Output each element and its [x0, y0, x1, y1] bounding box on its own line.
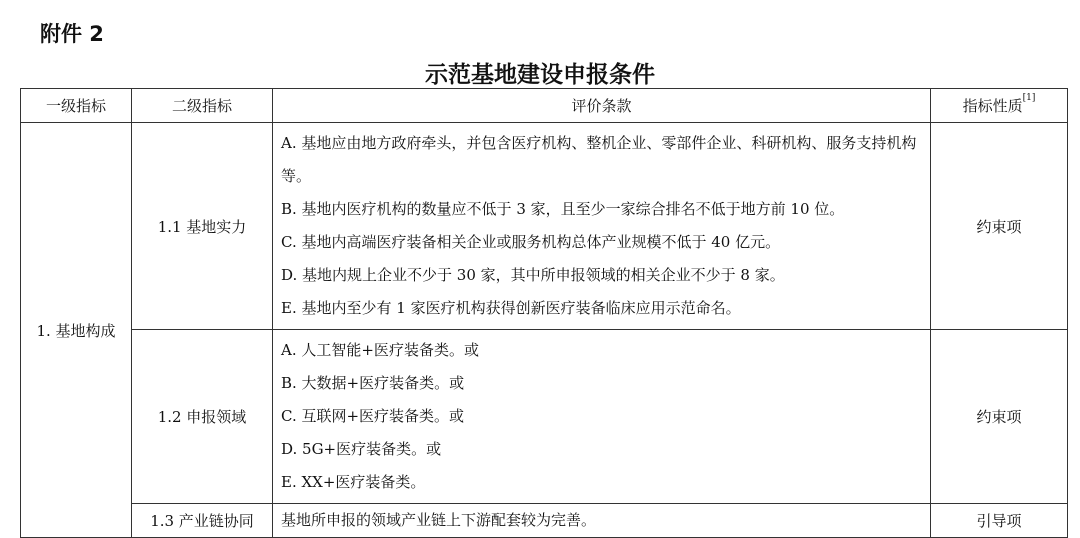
attachment-label: 附件 2 [40, 22, 104, 46]
level2-cell: 1.1 基地实力 [132, 123, 273, 330]
clauses-cell [273, 504, 931, 538]
clause-line: C. 基地内高端医疗装备相关企业或服务机构总体产业规模不低于 40 亿元。 [281, 233, 781, 251]
level2-cell: 1.2 申报领域 [132, 330, 273, 504]
header-clauses: 评价条款 [273, 89, 931, 123]
table-row [21, 504, 1068, 538]
level1-cell: 1. 基地构成 [21, 123, 132, 538]
clause-line: 基地所申报的领域产业链上下游配套较为完善。 [281, 511, 597, 529]
table-row [21, 330, 1068, 504]
nature-cell: 约束项 [931, 123, 1068, 330]
clause-line: D. 5G+医疗装备类。或 [281, 440, 442, 458]
clause-line: D. 基地内规上企业不少于 30 家，其中所申报领域的相关企业不少于 8 家。 [281, 266, 785, 284]
clause-line: B. 大数据+医疗装备类。或 [281, 374, 465, 392]
header-nature [931, 89, 1068, 123]
clause-line: B. 基地内医疗机构的数量应不低于 3 家，且至少一家综合排名不低于地方前 10 位。 [281, 200, 845, 218]
clause-line: E. 基地内至少有 1 家医疗机构获得创新医疗装备临床应用示范命名。 [281, 299, 741, 317]
header-level2: 二级指标 [132, 89, 273, 123]
level2-cell: 1.3 产业链协同 [132, 504, 273, 538]
header-nature-label: 指标性质 [962, 97, 1023, 115]
clauses-cell [273, 123, 931, 330]
header-level1: 一级指标 [21, 89, 132, 123]
document-title: 示范基地建设申报条件 [425, 62, 655, 88]
criteria-table [20, 88, 1068, 538]
table-header-row [21, 89, 1068, 123]
clause-line: A. 基地应由地方政府牵头，并包含医疗机构、整机企业、零部件企业、科研机构、服务支持机构等。 [281, 134, 917, 185]
clause-line: E. XX+医疗装备类。 [281, 473, 426, 491]
nature-cell: 约束项 [931, 330, 1068, 504]
table-row [21, 123, 1068, 330]
nature-cell: 引导项 [931, 504, 1068, 538]
header-nature-footnote: [1] [1022, 93, 1036, 103]
clause-line: A. 人工智能+医疗装备类。或 [281, 341, 479, 359]
clauses-cell [273, 330, 931, 504]
clause-line: C. 互联网+医疗装备类。或 [281, 407, 465, 425]
